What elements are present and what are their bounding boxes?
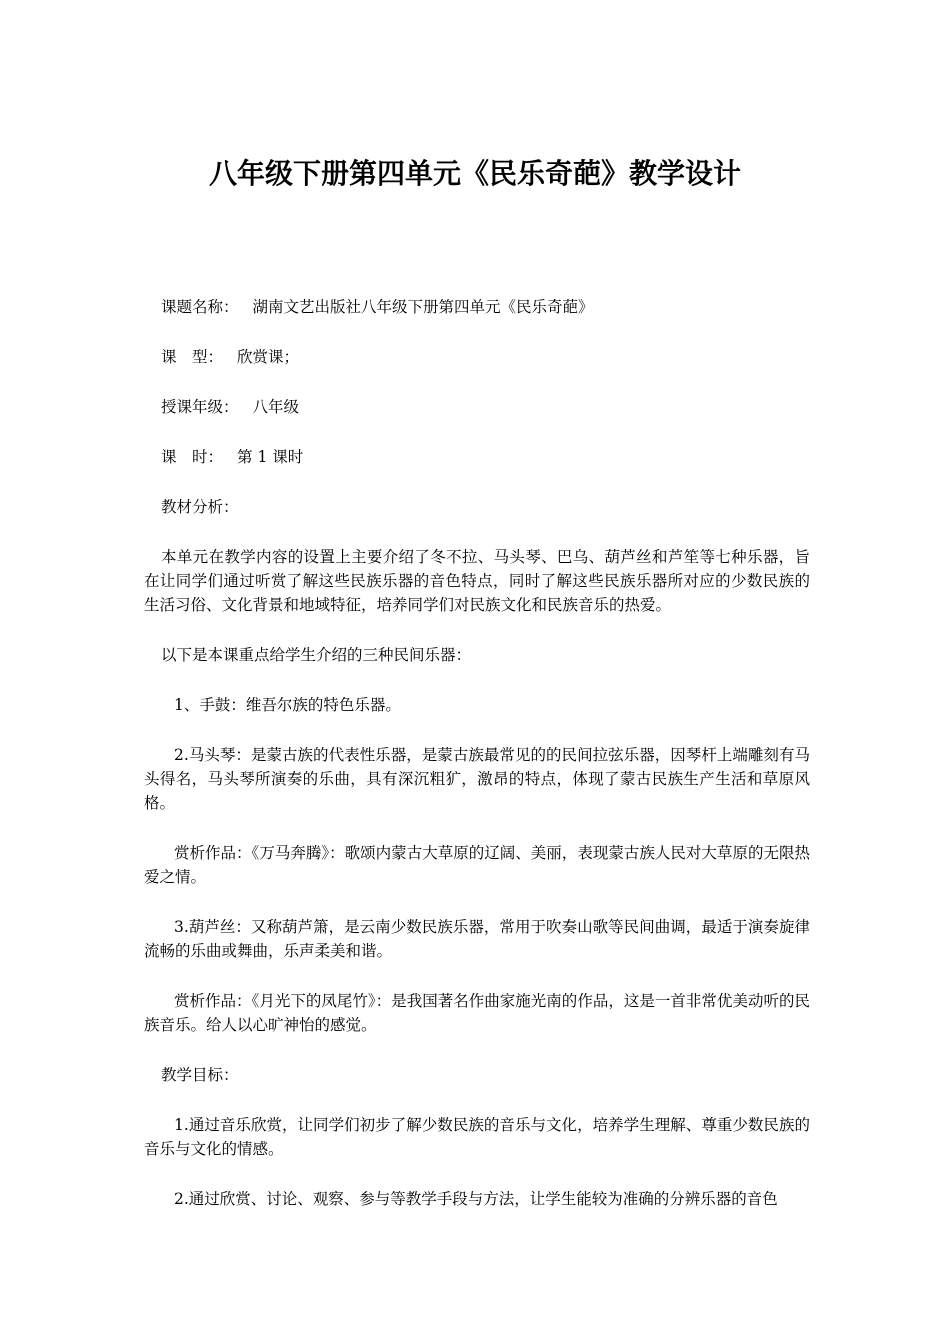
analysis-intro: 本单元在教学内容的设置上主要介绍了冬不拉、马头琴、巴乌、葫芦丝和芦笙等七种乐器，旨在让同学们通过听赏了解这些民族乐器的音色特点，同时了解这些民族乐器所对应的少数民族的生活习俗、文化背景和地域特征，培养同学们对民族文化和民族音乐的热爱。 (144, 548, 810, 614)
grade-value: 八年级 (252, 398, 300, 416)
course-type-label: 课 型： (161, 348, 224, 366)
course-type-line (144, 345, 810, 369)
period-line (144, 445, 810, 469)
grade-label: 授课年级： (161, 398, 239, 416)
period-value: 第 1 课时 (237, 448, 304, 466)
period-label: 课 时： (161, 448, 224, 466)
goal-item-2: 2.通过欣赏、讨论、观察、参与等教学手段与方法，让学生能较为准确的分辨乐器的音色 (174, 1190, 778, 1208)
analysis-heading: 教材分析： (161, 498, 239, 516)
goals-heading: 教学目标： (161, 1066, 239, 1084)
course-name-line (144, 295, 810, 319)
course-type-value: 欣赏课； (237, 348, 300, 366)
instrument-item-2-work: 赏析作品：《万马奔腾》：歌颂内蒙古大草原的辽阔、美丽，表现蒙古族人民对大草原的无限热爱之情。 (144, 844, 810, 886)
course-name-value: 湖南文艺出版社八年级下册第四单元《民乐奇葩》 (252, 298, 594, 316)
instrument-item-2: 2.马头琴：是蒙古族的代表性乐器，是蒙古族最常见的的民间拉弦乐器，因琴杆上端雕刻有马头得名，马头琴所演奏的乐曲，具有深沉粗犷，激昂的特点，体现了蒙古民族生产生活和草原风格。 (144, 746, 810, 812)
instruments-lead: 以下是本课重点给学生介绍的三种民间乐器： (161, 646, 472, 664)
goal-item-1: 1.通过音乐欣赏，让同学们初步了解少数民族的音乐与文化，培养学生理解、尊重少数民族的音乐与文化的情感。 (144, 1116, 810, 1158)
grade-line (144, 395, 810, 419)
course-name-label: 课题名称： (161, 298, 239, 316)
instrument-item-3-work: 赏析作品：《月光下的凤尾竹》：是我国著名作曲家施光南的作品，这是一首非常优美动听的民族音乐。给人以心旷神怡的感觉。 (144, 992, 810, 1034)
instrument-item-1: 1、手鼓：维吾尔族的特色乐器。 (174, 696, 401, 714)
document-title: 八年级下册第四单元《民乐奇葩》教学设计 (208, 157, 741, 190)
document-body (144, 295, 810, 1237)
instrument-item-3: 3.葫芦丝：又称葫芦箫，是云南少数民族乐器，常用于吹奏山歌等民间曲调，最适于演奏旋律流畅的乐曲或舞曲，乐声柔美和谐。 (144, 918, 810, 960)
